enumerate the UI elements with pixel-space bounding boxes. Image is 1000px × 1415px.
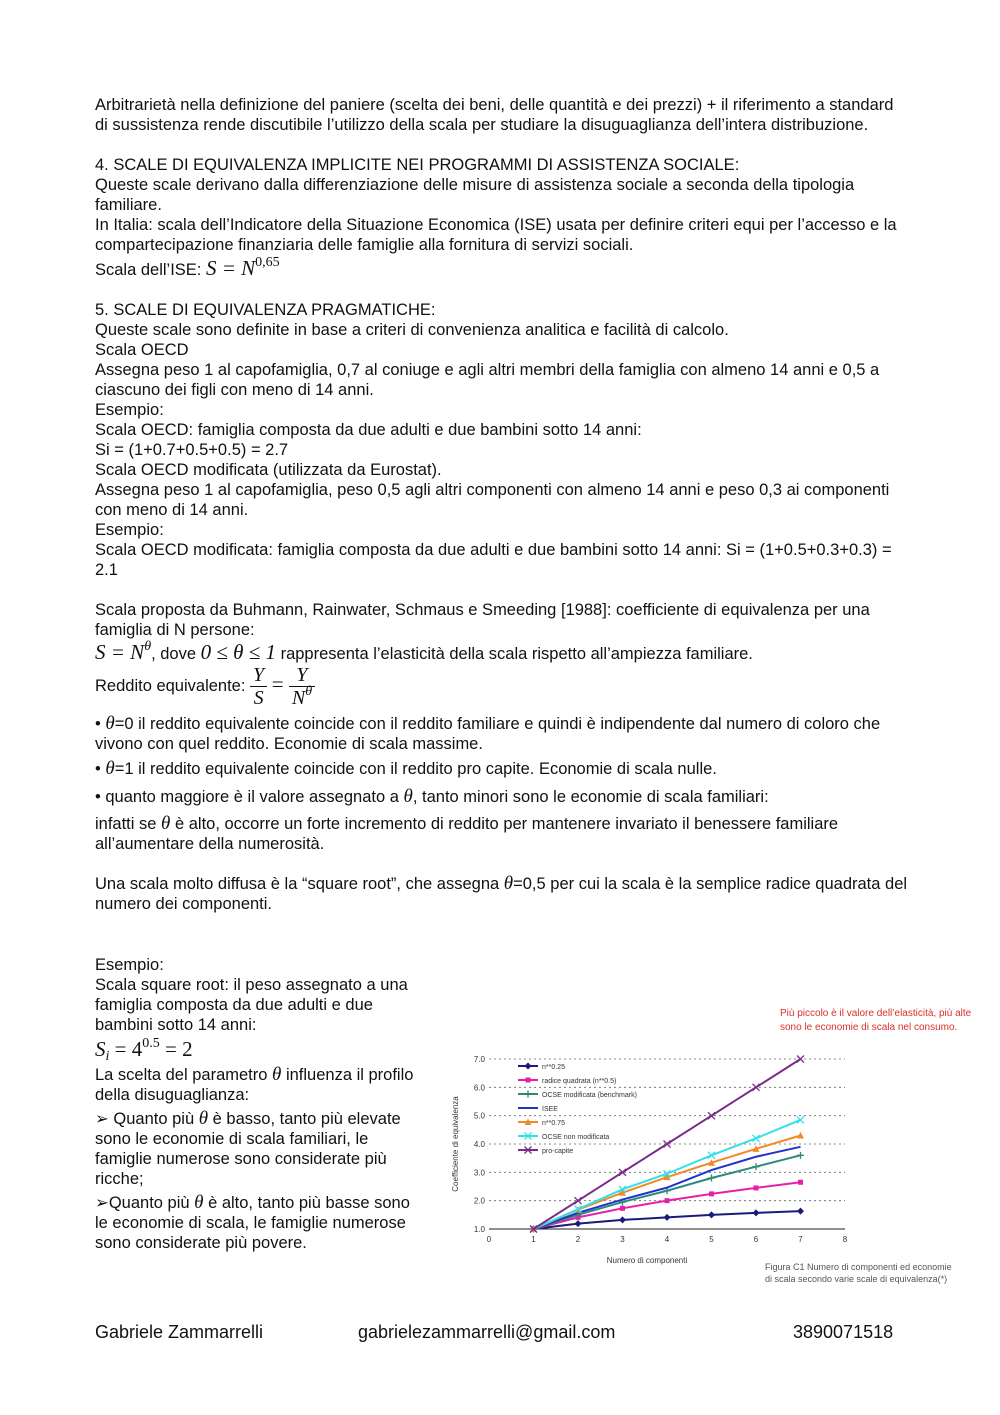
theta-symbol: θ [272,1064,282,1085]
theta-choice-paragraph [95,1065,425,1105]
bullet-theta-one [95,759,910,779]
equivalence-chart-svg [440,1000,1000,1300]
oecd-modified-example: Scala OECD modificata: famiglia composta da due adulti e due bambini sotto 14 anni: Si = (1+0.5+0.3+0.3) = 2.1 [95,541,892,579]
buhmann-formula: $S = N^\theta$ [95,639,152,664]
data-point [753,1163,760,1170]
si-symbol: $S_i$ [95,1037,110,1064]
data-point [708,1175,715,1182]
equals-sign: = [271,671,289,696]
theta-symbol: θ [105,713,115,734]
theta-symbol: θ [161,813,171,834]
legend-label: ISEE [542,1106,558,1113]
oecd-heading: Scala OECD [95,341,189,359]
ise-formula-exponent: 0,65 [255,255,280,270]
x-tick-label: 5 [709,1235,714,1244]
section-5-title: 5. SCALE DI EQUIVALENZA PRAGMATICHE: [95,301,436,319]
x-tick-label: 2 [575,1235,581,1244]
square-root-result: = 2 [159,1037,193,1061]
theta-symbol: θ [194,1192,204,1213]
ise-scale-label: Scala dell’ISE: [95,261,206,279]
data-point [798,1180,803,1185]
y-tick-label: 5.0 [473,1111,485,1121]
square-root-text-a: Una scala molto diffusa è la “square root”, che assegna [95,875,504,893]
legend-marker [525,1063,532,1070]
data-point [754,1185,759,1190]
bullet-theta-zero [95,714,910,754]
buhmann-paragraph: Scala proposta da Buhmann, Rainwater, Schmaus e Smeeding [1988]: coefficiente di equivalenza per una famiglia di N persone: [95,601,870,639]
equals-sign: = [109,1037,132,1061]
theta-choice-text-a: La scelta del parametro [95,1066,273,1084]
equivalent-income-line [95,664,910,709]
oecd-calculation: Si = (1+0.7+0.5+0.5) = 2.7 [95,441,289,459]
data-point [708,1211,715,1218]
bullet-theta-higher [95,787,910,807]
bullet-mark: • [95,760,101,778]
data-point [753,1084,760,1091]
legend-label: OCSE non modificata [542,1134,610,1141]
legend-marker [526,1078,531,1083]
theta-symbol: θ [403,786,413,807]
oecd-modified-heading: Scala OECD modificata (utilizzata da Eurostat). [95,461,442,479]
footer-email-link[interactable]: gabrielezammarrelli@gmail.com [358,1322,616,1342]
buhmann-formula-rest: rappresenta l’elasticità della scala rispetto all’ampiezza familiare. [276,645,753,663]
square-root-base: 4 [131,1037,143,1061]
section-4-text-1: Queste scale derivano dalla differenziazione delle misure di assistenza sociale a seconda della tipologia familiare. [95,176,855,214]
x-tick-label: 0 [486,1235,492,1244]
example-label-1: Esempio: [95,401,164,419]
bullet-theta-higher-text-b: , tanto minori sono le economie di scala familiari: [412,788,769,806]
data-point [665,1198,670,1203]
oecd-example: Scala OECD: famiglia composta da due adulti e due bambini sotto 14 anni: [95,421,642,439]
x-tick-label: 7 [798,1235,803,1244]
x-tick-label: 6 [753,1235,759,1244]
x-tick-label: 8 [842,1235,848,1244]
fraction-y-over-n-theta: $\frac{Y}{N^\theta}$ [289,664,315,709]
continued-text-b: è alto, occorre un forte incremento di reddito per mantenere invariato il benessere familiare all’aumentare della numerosità. [95,815,839,853]
y-axis-label: Coefficiente di equivalenza [451,1096,460,1192]
paragraph-paniere: Arbitrarietà nella definizione del paniere (scelta dei beni, delle quantità e dei prezzi) + il riferimento a standard di sussistenza rende discutibile l’utilizzo della scala per studiare la disuguaglianza dell’intera distribuzione. [95,96,894,134]
example-label-3: Esempio: [95,956,164,974]
legend-label: radice quadrata (n**0.5) [542,1078,617,1085]
y-tick-label: 1.0 [473,1225,485,1234]
data-point [797,1152,804,1159]
theta-low-bullet [95,1109,425,1189]
theta-low-text-a: ➢ Quanto più [95,1110,199,1128]
square-root-text-b: =0,5 per cui la scala è la semplice radice quadrata del numero dei componenti. [95,875,908,913]
bullet-mark: • [95,788,101,806]
legend-label: n**0.75 [542,1120,565,1127]
data-point [620,1206,625,1211]
ise-formula-base: S = N [205,256,256,280]
data-point [619,1216,626,1223]
x-tick-label: 3 [620,1235,625,1244]
footer-phone: 3890071518 [793,1322,894,1342]
data-point [664,1214,671,1221]
square-root-example: Scala square root: il peso assegnato a una famiglia composta da due adulti e due bambini sotto 14 anni: [95,976,408,1034]
oecd-description: Assegna peso 1 al capofamiglia, 0,7 al coniuge e agli altri membri della famiglia con almeno 14 anni e 0,5 a ciascuno dei figli con meno di 14 anni. [95,361,880,399]
theta-symbol: θ [198,1108,209,1129]
legend-marker [525,1091,532,1098]
legend-label: n**0.25 [542,1064,565,1071]
legend-label: OCSE modificata (benchmark) [542,1092,637,1099]
equivalent-income-label: Reddito equivalente: [95,676,251,695]
square-root-column [95,955,425,1253]
ise-scale-line [95,255,910,280]
data-point [797,1208,804,1215]
y-tick-label: 2.0 [473,1196,485,1206]
square-root-paragraph [95,874,910,914]
theta-symbol: θ [503,873,514,894]
fraction-y-over-s: $\frac{Y}{S}$ [250,664,267,709]
bullet-theta-higher-text-a: quanto maggiore è il valore assegnato a [105,788,404,806]
chart-note-line-2: sono le economie di scala nel consumo. [780,1022,958,1033]
example-label-2: Esempio: [95,521,164,539]
y-tick-label: 3.0 [473,1168,485,1178]
legend-label: pro-capite [542,1148,574,1155]
x-tick-label: 1 [531,1235,536,1244]
chart-caption-line-2: di scala secondo varie scale di equivalenza(*) [765,1274,948,1284]
bullet-mark: • [95,715,101,733]
data-point [575,1220,582,1227]
section-4-text-2: In Italia: scala dell’Indicatore della Situazione Economica (ISE) usata per definire criteri equi per l’accesso e la compartecipazione finanziaria delle famiglie alla fornitura di servizi sociali. [95,216,897,254]
theta-symbol: θ [105,758,115,779]
y-tick-label: 7.0 [473,1055,485,1064]
square-root-exponent: 0.5 [142,1036,160,1051]
theta-choice-text-b: influenza il profilo della disuguaglianza: [95,1066,414,1104]
theta-high-text-b: è alto, tanto più basse sono le economie di scala, le famiglie numerose sono considerate più povere. [95,1194,410,1252]
data-point [753,1209,760,1216]
chart-note-line-1: Più piccolo è il valore dell’elasticità, più alte [780,1008,972,1019]
buhmann-formula-connector: , dove [151,645,201,663]
theta-high-bullet [95,1193,425,1253]
bullet-theta-higher-continued [95,814,910,854]
buhmann-formula-line [95,639,910,664]
continued-text-a: infatti se [95,815,162,833]
y-tick-label: 4.0 [473,1140,485,1149]
theta-range: 0 ≤ θ ≤ 1 [200,640,276,664]
oecd-modified-description: Assegna peso 1 al capofamiglia, peso 0,5 agli altri componenti con almeno 14 anni e peso 0,3 ai componenti con meno di 14 anni. [95,481,890,519]
x-tick-label: 4 [664,1235,670,1244]
theta-high-text-a: ➢Quanto più [95,1194,195,1212]
x-axis-label: Numero di componenti [606,1256,688,1265]
bullet-theta-one-text: =1 il reddito equivalente coincide con il reddito pro capite. Economie di scala nulle. [114,760,717,778]
square-root-formula [95,1036,425,1064]
equivalence-chart [440,1000,1000,1300]
theta-low-text-b: è basso, tanto più elevate sono le economie di scala familiari, le famiglie numerose sono considerate più ricche; [95,1110,401,1188]
chart-caption-line-1: Figura C1 Numero di componenti ed economie [765,1262,952,1272]
footer-name: Gabriele Zammarrelli [95,1322,264,1342]
section-4-title: 4. SCALE DI EQUIVALENZA IMPLICITE NEI PROGRAMMI DI ASSISTENZA SOCIALE: [95,156,740,174]
main-text [95,95,910,914]
bullet-theta-zero-text: =0 il reddito equivalente coincide con il reddito familiare e quindi è indipendente dal numero di coloro che vivono con quel reddito. Economie di scala massime. [95,715,881,753]
y-tick-label: 6.0 [473,1083,485,1093]
plot-area [451,1055,848,1265]
section-5-text-1: Queste scale sono definite in base a criteri di convenienza analitica e facilità di calcolo. [95,321,729,339]
data-point [797,1056,804,1063]
data-point [709,1191,714,1196]
